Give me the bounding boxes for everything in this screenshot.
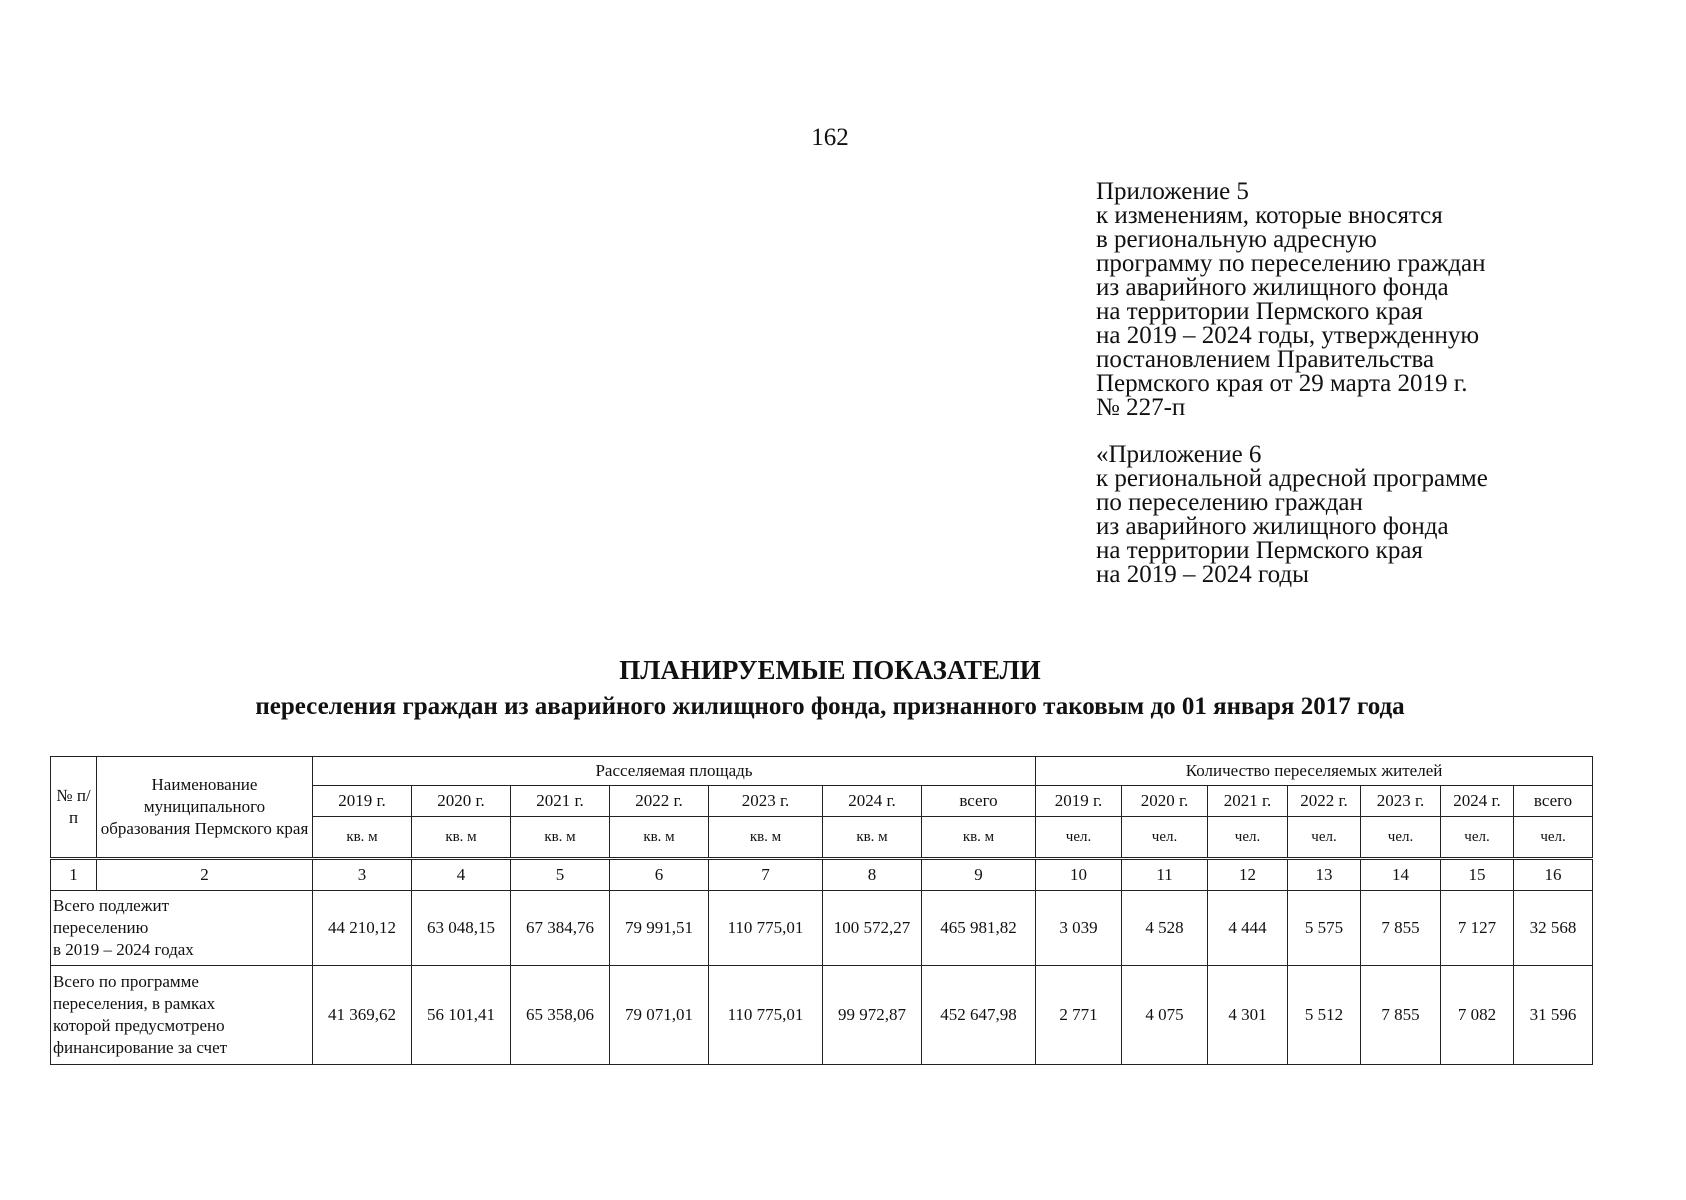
header-year: всего [922, 786, 1036, 817]
header-year: 2023 г. [709, 786, 823, 817]
column-number: 12 [1208, 859, 1288, 891]
header-year: 2021 г. [511, 786, 610, 817]
area-cell: 110 775,01 [709, 966, 823, 1065]
row-name-line: Всего по программе [53, 972, 199, 991]
header-year: 2022 г. [610, 786, 709, 817]
column-number: 1 [51, 859, 97, 891]
people-cell: 4 075 [1122, 966, 1208, 1065]
row-name-line: переселению [53, 918, 149, 937]
header-year: 2019 г. [1036, 786, 1122, 817]
header-year: 2021 г. [1208, 786, 1288, 817]
appendix-line: № 227-п [1096, 394, 1186, 421]
column-number: 10 [1036, 859, 1122, 891]
appendix-line: к региональной адресной программе [1096, 465, 1488, 492]
column-number: 15 [1441, 859, 1514, 891]
row-name-line: в 2019 – 2024 годах [53, 940, 194, 959]
appendix-line: Приложение 5 [1096, 178, 1249, 205]
column-number: 14 [1361, 859, 1441, 891]
row-name-line: Всего подлежит [53, 896, 169, 915]
appendix-line: Пермского края от 29 марта 2019 г. [1096, 370, 1468, 397]
people-cell: 5 575 [1288, 891, 1361, 966]
header-unit: чел. [1208, 817, 1288, 859]
row-name-line: переселения, в рамках [53, 994, 216, 1013]
row-name-line: финансирование за счет [53, 1038, 228, 1057]
header-year: 2022 г. [1288, 786, 1361, 817]
appendix-line: по переселению граждан [1096, 489, 1363, 516]
people-cell: 7 855 [1361, 891, 1441, 966]
appendix-line: на территории Пермского края [1096, 537, 1423, 564]
page-number: 162 [811, 124, 849, 151]
area-cell: 110 775,01 [709, 891, 823, 966]
header-unit: чел. [1288, 817, 1361, 859]
appendix-6-header [1096, 443, 1616, 587]
column-number: 2 [97, 859, 313, 891]
header-year: всего [1514, 786, 1593, 817]
area-cell: 67 384,76 [511, 891, 610, 966]
people-cell: 4 301 [1208, 966, 1288, 1065]
column-number: 3 [313, 859, 412, 891]
people-cell: 7 855 [1361, 966, 1441, 1065]
table-row [51, 966, 1593, 1065]
header-year: 2024 г. [823, 786, 922, 817]
area-cell: 99 972,87 [823, 966, 922, 1065]
area-cell: 41 369,62 [313, 966, 412, 1065]
header-year: 2020 г. [1122, 786, 1208, 817]
area-cell: 465 981,82 [922, 891, 1036, 966]
people-cell: 4 444 [1208, 891, 1288, 966]
appendix-line: «Приложение 6 [1096, 441, 1262, 468]
header-unit: кв. м [610, 817, 709, 859]
document-title: ПЛАНИРУЕМЫЕ ПОКАЗАТЕЛИ [619, 655, 1041, 685]
header-unit: чел. [1514, 817, 1593, 859]
appendix-line: на 2019 – 2024 годы, утвержденную [1096, 322, 1480, 349]
area-cell: 100 572,27 [823, 891, 922, 966]
row-name-cell [51, 966, 313, 1065]
people-cell: 7 127 [1441, 891, 1514, 966]
appendix-line: к изменениям, которые вносятся [1096, 202, 1443, 229]
header-unit: чел. [1036, 817, 1122, 859]
header-col-no: № п/п [51, 757, 97, 859]
area-cell: 79 071,01 [610, 966, 709, 1065]
appendix-line: в региональную адресную [1096, 226, 1377, 253]
column-number: 5 [511, 859, 610, 891]
people-cell: 7 082 [1441, 966, 1514, 1065]
people-cell: 31 596 [1514, 966, 1593, 1065]
appendix-line: из аварийного жилищного фонда [1096, 513, 1449, 540]
area-cell: 452 647,98 [922, 966, 1036, 1065]
column-number: 7 [709, 859, 823, 891]
appendix-line: на территории Пермского края [1096, 298, 1423, 325]
column-number: 6 [610, 859, 709, 891]
people-cell: 32 568 [1514, 891, 1593, 966]
appendix-5-header [1096, 180, 1616, 420]
appendix-line: из аварийного жилищного фонда [1096, 274, 1449, 301]
column-number: 4 [412, 859, 511, 891]
table-row [51, 891, 1593, 966]
header-unit: кв. м [709, 817, 823, 859]
appendix-line: программу по переселению граждан [1096, 250, 1486, 277]
area-cell: 56 101,41 [412, 966, 511, 1065]
header-unit: кв. м [823, 817, 922, 859]
document-subtitle: переселения граждан из аварийного жилищного фонда, признанного таковым до 01 января 2017 года [255, 693, 1405, 720]
header-unit: кв. м [313, 817, 412, 859]
appendix-line: на 2019 – 2024 годы [1096, 561, 1309, 588]
header-year: 2023 г. [1361, 786, 1441, 817]
header-year: 2024 г. [1441, 786, 1514, 817]
row-name-cell [51, 891, 313, 966]
header-group-residents: Количество переселяемых жителей [1036, 757, 1593, 786]
people-cell: 3 039 [1036, 891, 1122, 966]
area-cell: 79 991,51 [610, 891, 709, 966]
header-col-name: Наименование муниципального образования Пермского края [97, 757, 313, 859]
area-cell: 63 048,15 [412, 891, 511, 966]
appendix-line: постановлением Правительства [1096, 346, 1435, 373]
column-number: 8 [823, 859, 922, 891]
people-cell: 2 771 [1036, 966, 1122, 1065]
header-unit: кв. м [511, 817, 610, 859]
header-year: 2019 г. [313, 786, 412, 817]
header-year: 2020 г. [412, 786, 511, 817]
header-unit: чел. [1361, 817, 1441, 859]
header-unit: кв. м [412, 817, 511, 859]
column-number: 16 [1514, 859, 1593, 891]
header-unit: чел. [1122, 817, 1208, 859]
indicators-table [50, 756, 1593, 1065]
column-number: 11 [1122, 859, 1208, 891]
header-group-area: Расселяемая площадь [313, 757, 1036, 786]
people-cell: 5 512 [1288, 966, 1361, 1065]
header-unit: чел. [1441, 817, 1514, 859]
area-cell: 44 210,12 [313, 891, 412, 966]
column-number: 13 [1288, 859, 1361, 891]
header-unit: кв. м [922, 817, 1036, 859]
row-name-line: которой предусмотрено [53, 1016, 225, 1035]
area-cell: 65 358,06 [511, 966, 610, 1065]
column-number: 9 [922, 859, 1036, 891]
people-cell: 4 528 [1122, 891, 1208, 966]
